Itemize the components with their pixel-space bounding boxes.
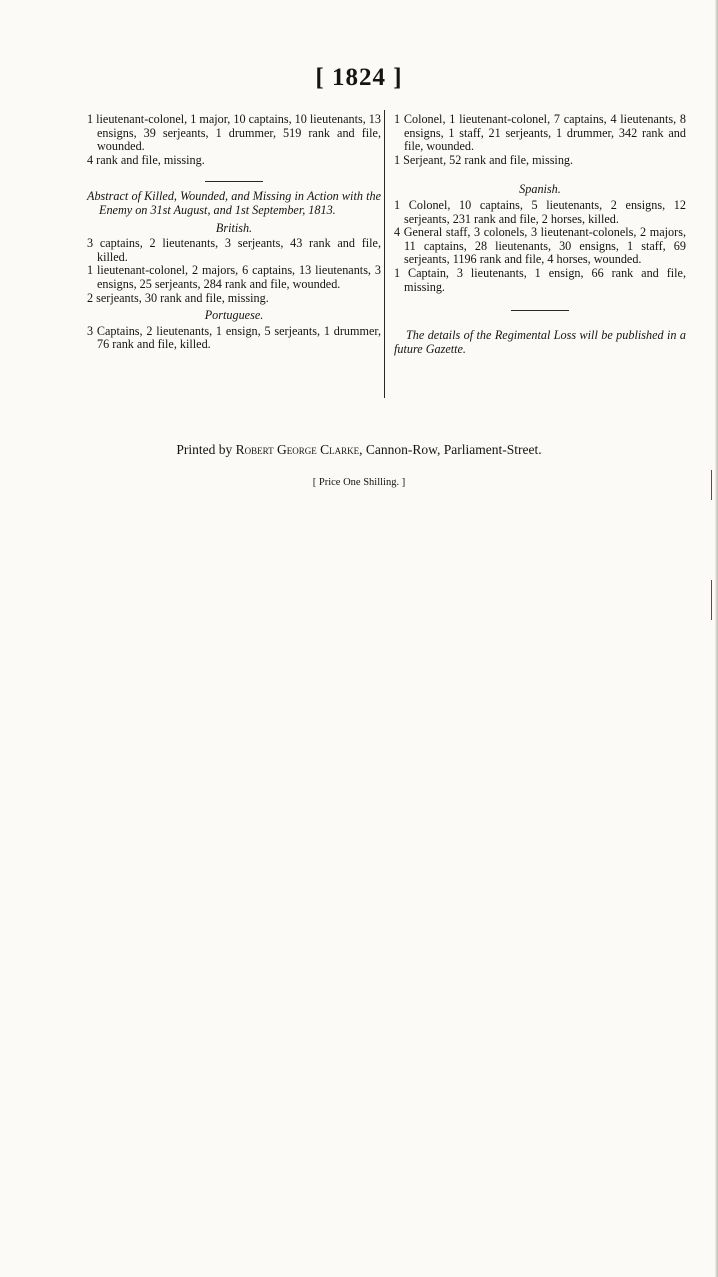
section-rule	[511, 310, 569, 311]
edge-mark	[711, 580, 712, 620]
left-column	[87, 113, 381, 352]
casualty-entry: 4 General staff, 3 colonels, 3 lieutenant-colonels, 2 majors, 11 captains, 28 lieutenants, 30 ensigns, 1 staff, 69 serjeants, 1196 rank and file, 4 horses, wounded.	[394, 225, 686, 267]
casualty-entry: 1 Serjeant, 52 rank and file, missing.	[394, 152, 574, 167]
right-column	[394, 113, 686, 356]
casualty-entry: 3 Captains, 2 lieutenants, 1 ensign, 5 serjeants, 1 drummer, 76 rank and file, killed.	[87, 323, 381, 352]
casualty-entry: 1 lieutenant-colonel, 2 majors, 6 captains, 13 lieutenants, 3 ensigns, 25 serjeants, 284 rank and file, wounded.	[87, 263, 381, 291]
edge-mark	[711, 470, 712, 500]
closing-note: The details of the Regimental Loss will be published in a future Gazette.	[394, 328, 686, 356]
section-rule	[205, 181, 263, 182]
spanish-heading: Spanish.	[519, 182, 561, 197]
printer-name: Robert George Clarke	[235, 442, 360, 457]
price-line: [ Price One Shilling. ]	[312, 477, 406, 488]
portuguese-heading: Portuguese.	[204, 308, 264, 323]
abstract-heading: Abstract of Killed, Wounded, and Missing in Action with the Enemy on 31st August, and 1st September, 1813.	[87, 189, 381, 217]
page-number: [ 1824 ]	[315, 64, 403, 91]
casualty-entry: 2 serjeants, 30 rank and file, missing.	[87, 290, 269, 305]
casualty-entry: 1 Colonel, 1 lieutenant-colonel, 7 captains, 4 lieutenants, 8 ensigns, 1 staff, 21 serjeants, 1 drummer, 342 rank and file, wounded.	[394, 112, 686, 154]
imprint-suffix: , Cannon-Row, Parliament-Street.	[359, 442, 542, 457]
casualty-entry: 1 Colonel, 10 captains, 5 lieutenants, 2 ensigns, 12 serjeants, 231 rank and file, 2 horses, killed.	[394, 197, 686, 226]
casualty-entry: 3 captains, 2 lieutenants, 3 serjeants, 43 rank and file, killed.	[87, 236, 381, 264]
casualty-entry: 4 rank and file, missing.	[87, 152, 205, 167]
british-heading: British.	[215, 220, 253, 235]
imprint-prefix: Printed by	[176, 442, 236, 457]
casualty-entry: 1 lieutenant-colonel, 1 major, 10 captains, 10 lieutenants, 13 ensigns, 39 serjeants, 1 drummer, 519 rank and file, wounded.	[87, 112, 381, 154]
column-divider	[384, 110, 385, 398]
casualty-entry: 1 Captain, 3 lieutenants, 1 ensign, 66 rank and file, missing.	[394, 265, 686, 294]
printer-imprint	[0, 442, 718, 458]
